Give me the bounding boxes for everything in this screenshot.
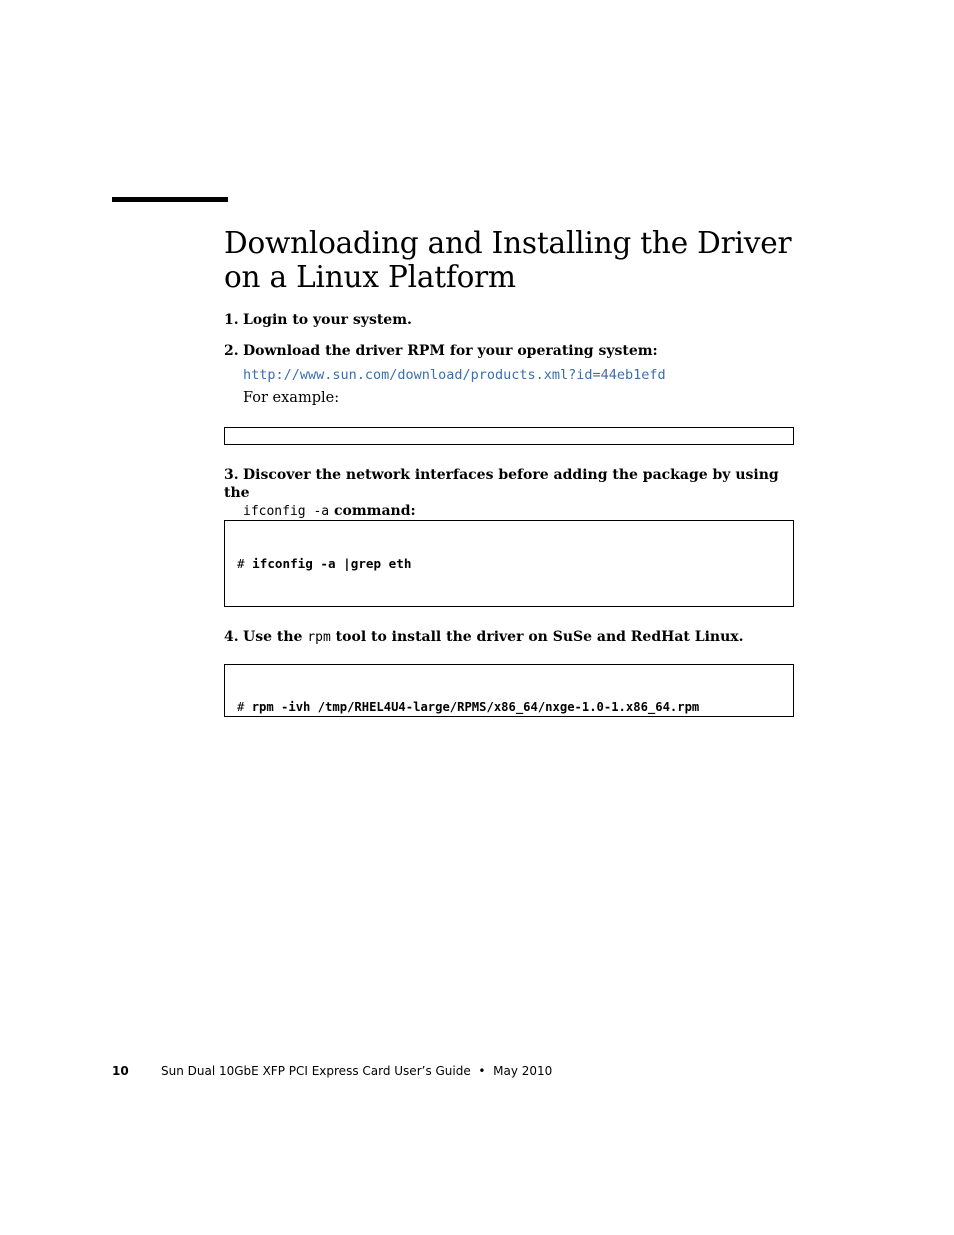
section-rule — [112, 197, 228, 202]
title-line-1: Downloading and Installing the Driver — [224, 226, 792, 260]
step-2 — [224, 342, 658, 360]
section-title — [224, 226, 824, 294]
step-3 — [224, 466, 784, 521]
step-4 — [224, 628, 744, 647]
footer-bullet: • — [478, 1064, 486, 1078]
step-number: 3. — [224, 467, 239, 483]
ifconfig-code-block — [224, 520, 794, 607]
page-number: 10 — [112, 1064, 129, 1078]
step-text: Download the driver RPM for your operating system: — [243, 343, 658, 359]
step-number: 1. — [224, 312, 239, 328]
footer-guide-title — [161, 1064, 552, 1078]
code-command-line — [237, 699, 793, 716]
code-prompt: # — [237, 556, 253, 572]
rpm-code-block — [224, 664, 794, 717]
step-text-after: tool to install the driver on SuSe and RedHat Linux. — [335, 629, 744, 645]
download-link[interactable]: http://www.sun.com/download/products.xml?id=44eb1efd — [243, 367, 666, 383]
step-text-after: command: — [333, 503, 416, 519]
step-1 — [224, 311, 412, 329]
step-text: Discover the network interfaces before adding the package by using the — [224, 467, 779, 501]
code-command: rpm -ivh /tmp/RHEL4U4-large/RPMS/x86_64/nxge-1.0-1.x86_64.rpm — [251, 700, 700, 715]
example-file-box — [224, 427, 794, 445]
step-command: ifconfig -a — [243, 504, 330, 519]
code-command-line — [237, 555, 793, 572]
step-text-before: Use the — [243, 629, 303, 645]
footer-date: May 2010 — [493, 1064, 553, 1078]
code-prompt: # — [237, 700, 252, 715]
step-number: 2. — [224, 343, 239, 359]
guide-title: Sun Dual 10GbE XFP PCI Express Card User’s Guide — [161, 1064, 471, 1078]
step-number: 4. — [224, 629, 239, 645]
for-example-text: For example: — [243, 390, 340, 406]
code-command: ifconfig -a |grep eth — [252, 556, 412, 572]
step-command: rpm — [307, 630, 331, 645]
title-line-2: on a Linux Platform — [224, 260, 516, 294]
step-text: Login to your system. — [243, 312, 412, 328]
